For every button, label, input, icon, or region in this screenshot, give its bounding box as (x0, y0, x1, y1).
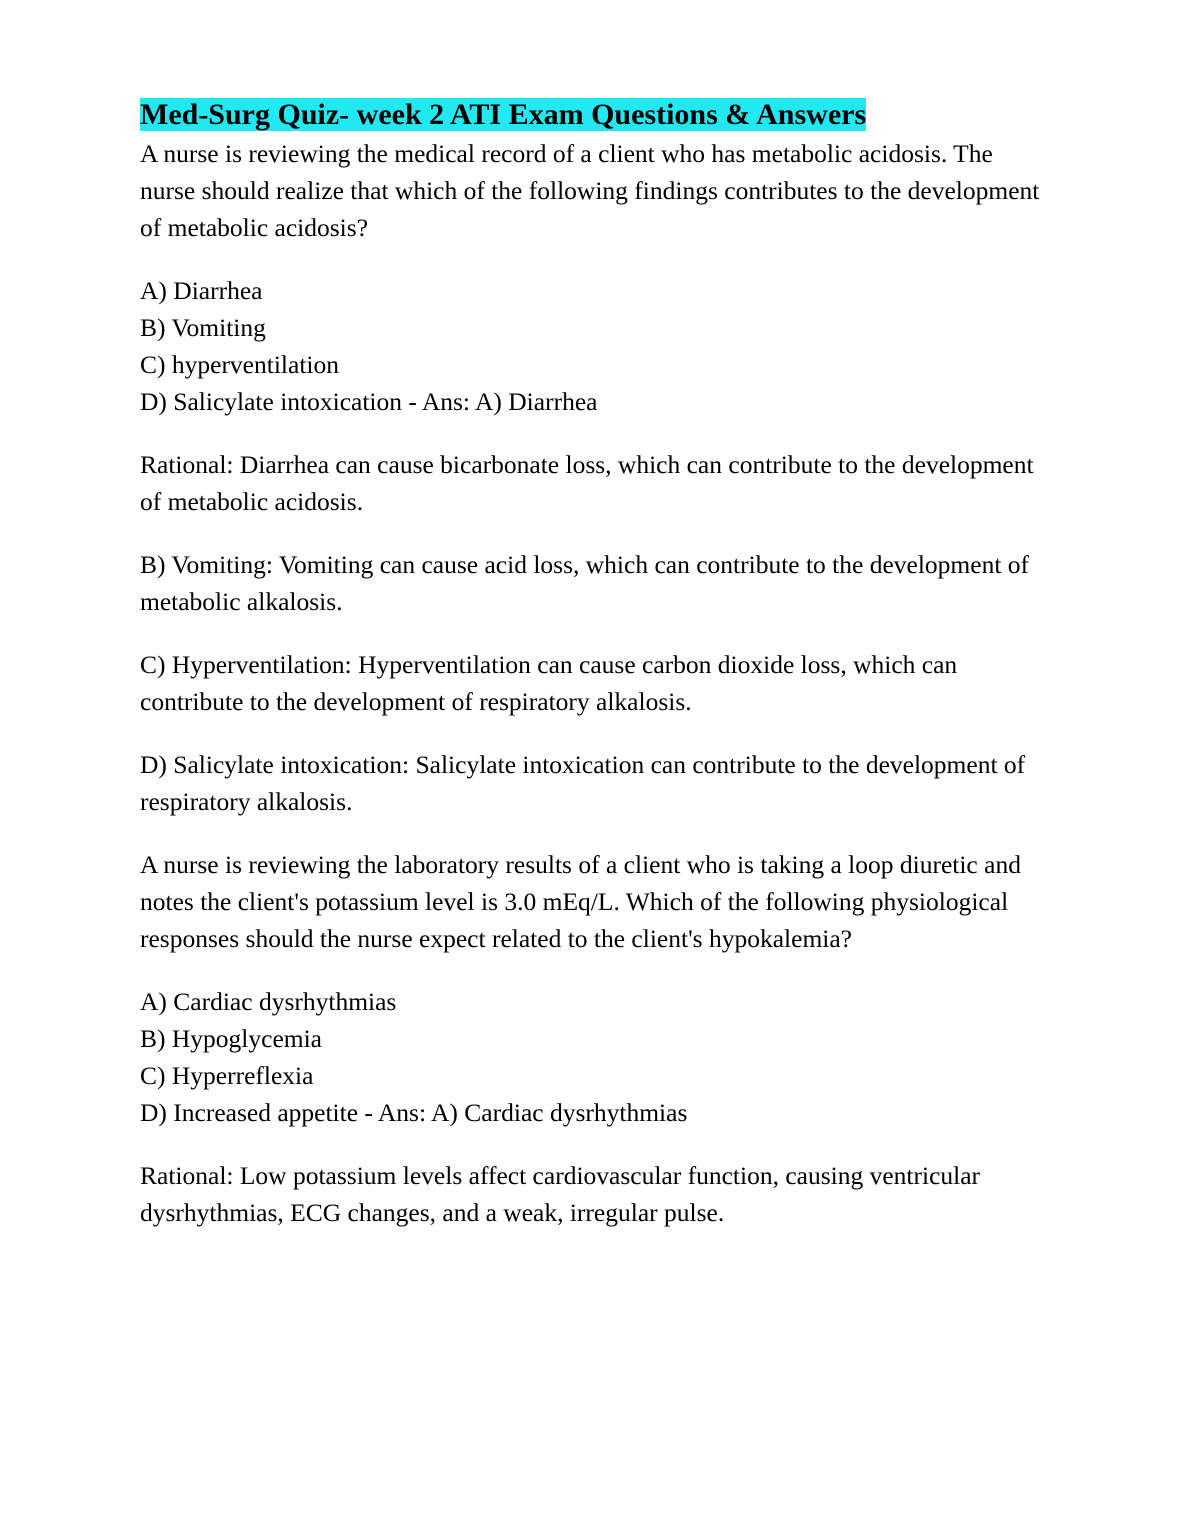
spacer (140, 958, 1040, 984)
question-2-rationale: Rational: Low potassium levels affect cardiovascular function, causing ventricular dysrhythmias, ECG changes, and a weak, irregular pulse. (140, 1160, 981, 1227)
question-1-option-d-answer: D) Salicylate intoxication - Ans: A) Diarrhea (140, 387, 598, 417)
question-1-stem: A nurse is reviewing the medical record of a client who has metabolic acidosis. The nurse should realize that which of the following findings contributes to the development of metabolic acidosis? (140, 139, 1040, 243)
spacer (140, 721, 1040, 747)
question-2-option-b: B) Hypoglycemia (140, 1023, 322, 1053)
question-1-option-c: C) hyperventilation (140, 350, 339, 380)
question-1-explanation-d: D) Salicylate intoxication: Salicylate intoxication can contribute to the development of respiratory alkalosis. (140, 749, 1026, 816)
spacer (140, 247, 1040, 273)
spacer (140, 421, 1040, 447)
question-2-option-c: C) Hyperreflexia (140, 1060, 314, 1090)
question-1-explanation-b: B) Vomiting: Vomiting can cause acid loss, which can contribute to the development of metabolic alkalosis. (140, 550, 1030, 617)
page-title-text: Med-Surg Quiz- week 2 ATI Exam Questions & Answers (140, 98, 867, 131)
spacer (140, 1132, 1040, 1158)
question-1-rationale: Rational: Diarrhea can cause bicarbonate loss, which can contribute to the development of metabolic acidosis. (140, 450, 1034, 517)
question-2-option-a: A) Cardiac dysrhythmias (140, 986, 397, 1016)
spacer (140, 621, 1040, 647)
question-1-option-a: A) Diarrhea (140, 276, 263, 306)
spacer (140, 521, 1040, 547)
question-1-option-b: B) Vomiting (140, 313, 266, 343)
spacer (140, 821, 1040, 847)
page-title (140, 96, 1040, 134)
question-2-stem: A nurse is reviewing the laboratory results of a client who is taking a loop diuretic and notes the client's potassium level is 3.0 mEq/L. Which of the following physiological responses should the nurse expect related to the client's hypokalemia? (140, 849, 1021, 953)
question-1-explanation-c: C) Hyperventilation: Hyperventilation can cause carbon dioxide loss, which can contribute to the development of respiratory alkalosis. (140, 650, 958, 717)
question-2-option-d-answer: D) Increased appetite - Ans: A) Cardiac dysrhythmias (140, 1097, 688, 1127)
